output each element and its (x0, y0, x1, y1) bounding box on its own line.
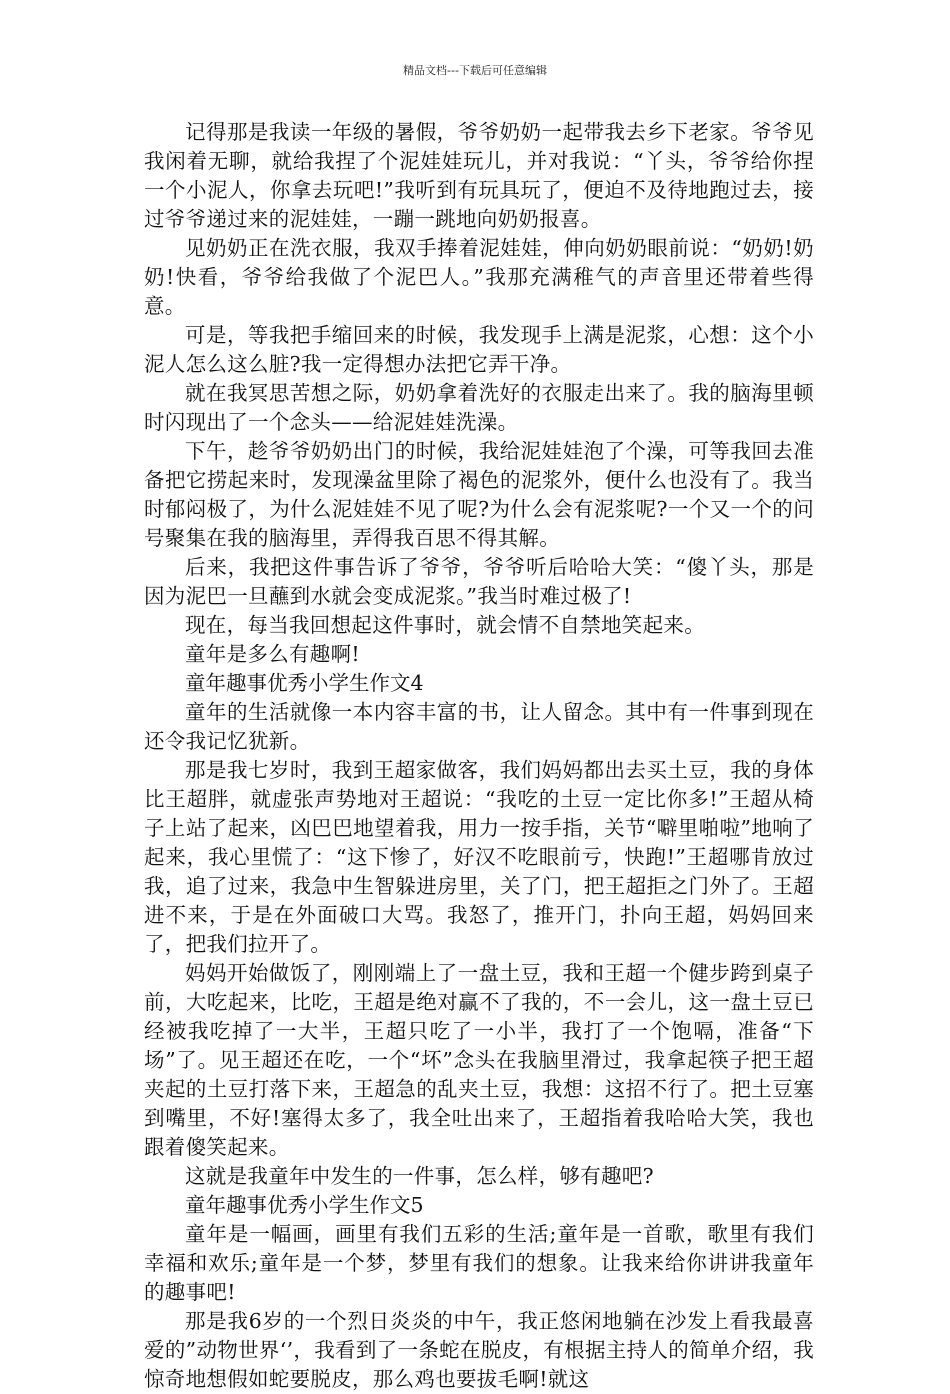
essay-title: 童年趣事优秀小学生作文5 (185, 1193, 424, 1217)
essay-title: 童年趣事优秀小学生作文4 (185, 671, 424, 695)
paragraph: 那是我6岁的一个烈日炎炎的中午，我正悠闲地躺在沙发上看我最喜爱的”动物世界‘’，我看到了一条蛇在脱皮，有根据主持人的简单介绍，我惊奇地想假如蛇要脱皮，那么鸡也要拔毛啊!就这 (144, 1309, 814, 1391)
paragraph: 现在，每当我回想起这件事时，就会情不自禁地笑起来。 (185, 613, 705, 637)
paragraph: 这就是我童年中发生的一件事，怎么样，够有趣吧? (185, 1164, 654, 1188)
paragraph: 妈妈开始做饭了，刚刚端上了一盘土豆，我和王超一个健步跨到桌子前，大吃起来，比吃，王超是绝对赢不了我的，不一会儿，这一盘土豆已经被我吃掉了一大半，王超只吃了一小半，我打了一个饱嗝，准备“下场”了。见王超还在吃，一个“坏”念头在我脑里滑过，我拿起筷子把王超夹起的土豆打落下来，王超急的乱夹土豆，我想：这招不行了。把土豆塞到嘴里，不好!塞得太多了，我全吐出来了，王超指着我哈哈大笑，我也跟着傻笑起来。 (144, 961, 814, 1159)
paragraph: 后来，我把这件事告诉了爷爷，爷爷听后哈哈大笑：“傻丫头，那是因为泥巴一旦蘸到水就会变成泥浆。”我当时难过极了! (144, 555, 814, 608)
paragraph: 记得那是我读一年级的暑假，爷爷奶奶一起带我去乡下老家。爷爷见我闲着无聊，就给我捏了个泥娃娃玩儿，并对我说：“丫头，爷爷给你捏一个小泥人，你拿去玩吧!”我听到有玩具玩了，便迫不及待地跑过去，接过爷爷递过来的泥娃娃，一蹦一跳地向奶奶报喜。 (144, 120, 814, 231)
page-header: 精品文档---下载后可任意编辑 (403, 64, 547, 77)
paragraph: 那是我七岁时，我到王超家做客，我们妈妈都出去买土豆，我的身体比王超胖，就虚张声势地对王超说：“我吃的土豆一定比你多!”王超从椅子上站了起来，凶巴巴地望着我，用力一按手指，关节“噼里啪啦”地响了起来，我心里慌了：“这下惨了，好汉不吃眼前亏，快跑!”王超哪肯放过我，追了过来，我急中生智躲进房里，关了门，把王超拒之门外了。王超进不来，于是在外面破口大骂。我怒了，推开门，扑向王超，妈妈回来了，把我们拉开了。 (144, 758, 814, 956)
paragraph: 见奶奶正在洗衣服，我双手捧着泥娃娃，伸向奶奶眼前说：“奶奶!奶奶!快看，爷爷给我做了个泥巴人。”我那充满稚气的声音里还带着些得意。 (144, 236, 814, 318)
paragraph: 就在我冥思苦想之际，奶奶拿着洗好的衣服走出来了。我的脑海里顿时闪现出了一个念头——给泥娃娃洗澡。 (144, 381, 814, 434)
paragraph: 童年是多么有趣啊! (185, 642, 360, 666)
paragraph: 可是，等我把手缩回来的时候，我发现手上满是泥浆，心想：这个小泥人怎么这么脏?我一定得想办法把它弄干净。 (144, 323, 814, 376)
paragraph: 童年的生活就像一本内容丰富的书，让人留念。其中有一件事到现在还令我记忆犹新。 (144, 700, 814, 753)
paragraph: 下午，趁爷爷奶奶出门的时候，我给泥娃娃泡了个澡，可等我回去准备把它捞起来时，发现澡盆里除了褐色的泥浆外，便什么也没有了。我当时郁闷极了，为什么泥娃娃不见了呢?为什么会有泥浆呢?一个又一个的问号聚集在我的脑海里，弄得我百思不得其解。 (144, 439, 814, 550)
paragraph: 童年是一幅画，画里有我们五彩的生活;童年是一首歌，歌里有我们幸福和欢乐;童年是一个梦，梦里有我们的想象。让我来给你讲讲我童年的趣事吧! (144, 1222, 814, 1304)
document-body (144, 118, 814, 1394)
